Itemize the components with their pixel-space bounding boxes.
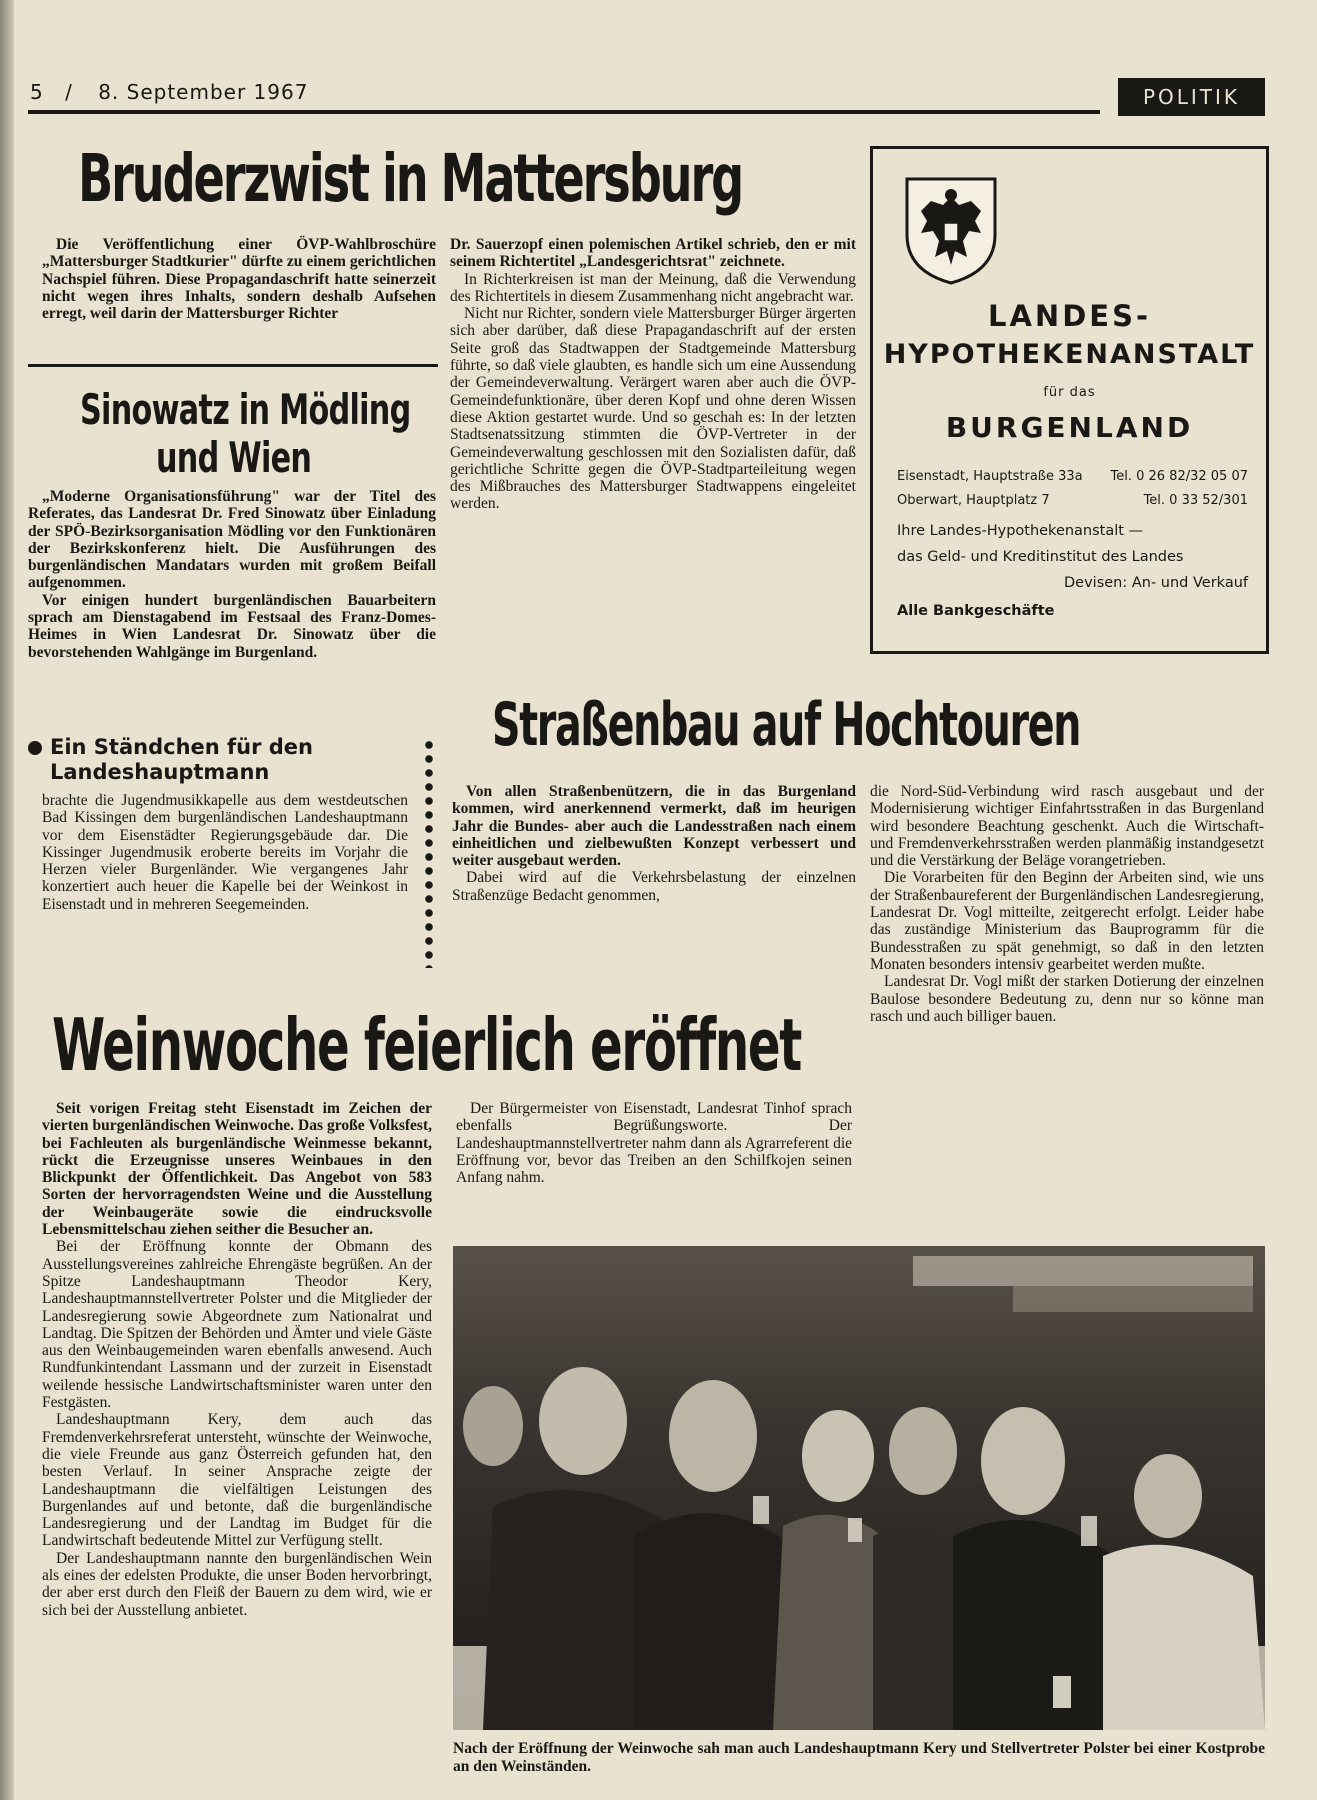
page-separator: / bbox=[65, 80, 73, 104]
weinwoche-col1 bbox=[42, 1100, 432, 1619]
page-gutter-shadow bbox=[0, 0, 14, 1800]
ad-title-1: LANDES- bbox=[988, 299, 1151, 333]
ad-slogan-1: Ihre Landes-Hypothekenanstalt — bbox=[897, 523, 1144, 539]
strassenbau-lead: Von allen Straßenbenützern, die in das Burgenland kommen, wird anerkennend vermerkt, daß im heurigen Jahr die Bundes- aber auch die Landesstraßen nach einem einheitlichen und zielbewußten Konzept verbessert und weiter ausgebaut werden. bbox=[452, 783, 856, 870]
advertisement-box bbox=[870, 146, 1269, 654]
ad-slogan-4: Alle Bankgeschäfte bbox=[897, 603, 1055, 619]
strassenbau-col1 bbox=[452, 783, 856, 904]
mattersburg-lead: Die Veröffentlichung einer ÖVP-Wahlbroschüre „Mattersburger Stadtkurier" dürfte zu einem gerichtlichen Nachspiel führen. Diese Propagandaschrift hatte seinerzeit nicht wegen ihres Inhalts, sondern deshalb Aufsehen erregt, weil darin der Mattersburger Richter bbox=[42, 236, 436, 323]
ad-address-2: Oberwart, Hauptplatz 7 bbox=[897, 493, 1050, 508]
headline-mattersburg: Bruderzwist in Mattersburg bbox=[78, 140, 743, 217]
sinowatz-p1: „Moderne Organisationsführung" war der Titel des Referates, das Landesrat Dr. Fred Sinowatz über Einladung der SPÖ-Bezirksorganisation Mödling vor den Funktionären der Bezirkskonferenz hielt. Die Ausführungen des burgenländischen Mandatars wurden mit großem Beifall aufgenommen. bbox=[28, 488, 436, 592]
headline-sinowatz-1: Sinowatz in Mödling bbox=[80, 385, 411, 434]
sinowatz-body bbox=[28, 488, 436, 661]
ad-address-row-1 bbox=[897, 469, 1248, 484]
photo-caption: Nach der Eröffnung der Weinwoche sah man auch Landeshauptmann Kery und Stellvertreter Polster bei einer Kostprobe an den Weinständen. bbox=[453, 1740, 1265, 1775]
ad-region: BURGENLAND bbox=[945, 411, 1194, 444]
column-rule bbox=[28, 364, 438, 367]
staendchen-body bbox=[42, 792, 408, 913]
staendchen-text: brachte die Jugendmusikkapelle aus dem westdeutschen Bad Kissingen dem burgenländischen Landeshauptmann vor dem Eisenstädter Regierungsgebäude dar. Die Kissinger Jugendmusik eroberte bereits im Vorjahr die Herzen vieler Burgenländer. Wie vergangenes Jahr konzertiert auch heuer die Kapelle bei der Weinkost in Eisenstadt und in mehreren Seegemeinden. bbox=[42, 792, 408, 913]
weinwoche-p2: Landeshauptmann Kery, dem auch das Fremdenverkehrsreferat untersteht, wünschte der Weinwoche, die viele Freunde aus ganz Österreich gefunden hat, den besten Verlauf. In seiner Ansprache zeigte der Landeshauptmann die vielfältigen Leistungen des Burgenlandes auf und betonte, daß die burgenländische Landesregierung und der Landtag im Budget für die Landwirtschaft bedeutende Mittel zur Verfügung stellt. bbox=[42, 1411, 432, 1550]
news-photo bbox=[453, 1246, 1265, 1730]
issue-date: 8. September 1967 bbox=[98, 80, 309, 104]
ad-slogan-2: das Geld- und Kreditinstitut des Landes bbox=[897, 549, 1184, 565]
ad-title-2: HYPOTHEKENANSTALT bbox=[883, 339, 1256, 370]
strassenbau-col2 bbox=[870, 783, 1264, 1025]
mattersburg-col2-p1: Dr. Sauerzopf einen polemischen Artikel schrieb, den er mit seinem Richtertitel „Landesgerichtsrat" zeichnete. bbox=[450, 236, 856, 271]
photo-illustration bbox=[453, 1246, 1265, 1730]
section-label: POLITIK bbox=[1118, 78, 1265, 116]
staendchen-heading-1: Ein Ständchen für den bbox=[50, 735, 314, 759]
staendchen-heading-2: Landeshauptmann bbox=[50, 760, 270, 784]
header-rule bbox=[28, 110, 1100, 114]
ad-address-1: Eisenstadt, Hauptstraße 33a bbox=[897, 469, 1083, 484]
ad-fuer-das: für das bbox=[1043, 385, 1096, 400]
weinwoche-p3: Der Landeshauptmann nannte den burgenländischen Wein als eines der edelsten Produkte, die unser Boden hervorbringt, der aber erst durch den Fleiß der Bauern zu dem wird, wie er sich bei der Ausstellung anbietet. bbox=[42, 1549, 432, 1619]
strassenbau-col2-p1: die Nord-Süd-Verbindung wird rasch ausgebaut und der Modernisierung wichtiger Einfahrtsstraßen in das Burgenland wird besondere Beachtung geschenkt. Auch die Wirtschaft- und Fremdenverkehrsstraßen werden planmäßig instandgesetzt und die Verstärkung der Beläge vorangetrieben. bbox=[870, 783, 1264, 870]
staendchen-heading bbox=[28, 735, 418, 785]
headline-strassenbau: Straßenbau auf Hochtouren bbox=[492, 690, 1081, 760]
ad-address-row-2 bbox=[897, 493, 1248, 508]
weinwoche-lead: Seit vorigen Freitag steht Eisenstadt im Zeichen der vierten burgenländischen Weinwoche. Das große Volksfest, bei Fachleuten als burgenländische Weinmesse bekannt, rückt die Erzeugnisse unseres Weinbaues in den Blickpunkt der Öffentlichkeit. Das Angebot von 583 Sorten der hervorragendsten Weine und die Ausstellung der Weinbaugeräte sowie die eindrucksvolle Lebensmittelschau ziehen seither die Besucher an. bbox=[42, 1100, 432, 1239]
ad-phone-1: Tel. 0 26 82/32 05 07 bbox=[1110, 469, 1248, 484]
weinwoche-col2 bbox=[456, 1100, 852, 1186]
mattersburg-col2-p3: Nicht nur Richter, sondern viele Mattersburger Bürger ärgerten sich aber darüber, daß diese Prapagandaschrift auf der ersten Seite groß das Stadtwappen der Stadtgemeinde Mattersburg führte, so daß viele glaubten, es handle sich um eine Aussendung der Gemeindeverwaltung. Verärgert waren aber auch die ÖVP-Gemeindefunktionäre, über deren Kopf und ohne deren Wissen diese Aktion gestartet wurde. Und so geschah es: In der letzten Stadtsenatssitzung stimmten die ÖVP-Vertreter in der Gemeindeverwaltung geschlossen mit den Sozialisten dafür, daß gerichtliche Schritte gegen die ÖVP-Stadtparteileitung wegen des Mißbrauches des Mattersburger Stadtwappens eingeleitet werden. bbox=[450, 305, 856, 513]
strassenbau-p1: Dabei wird auf die Verkehrsbelastung der einzelnen Straßenzüge Bedacht genommen, bbox=[452, 869, 856, 904]
headline-weinwoche: Weinwoche feierlich eröffnet bbox=[52, 1003, 802, 1087]
ad-slogan-3: Devisen: An- und Verkauf bbox=[1064, 575, 1248, 591]
page-number: 5 bbox=[30, 80, 44, 104]
mattersburg-col1 bbox=[42, 236, 436, 322]
mattersburg-col2-p2: In Richterkreisen ist man der Meinung, daß die Verwendung des Richtertitels in diesem Zusammenhang nicht angebracht war. bbox=[450, 270, 856, 305]
strassenbau-col2-p2: Die Vorarbeiten für den Beginn der Arbeiten sind, wie uns der Straßenbaureferent der Burgenländischen Landesregierung, Landesrat Dr. Vogl mitteilte, zeitgerecht erfolgt. Leider habe das zuständige Ministerium das Bauprogramm für die Bundesstraßen zu spät genehmigt, so daß in den letzten Monaten besonders intensiv gearbeitet werden mußte. bbox=[870, 869, 1264, 973]
ad-phone-2: Tel. 0 33 52/301 bbox=[1143, 493, 1248, 508]
dotted-column-rule bbox=[424, 738, 434, 968]
coat-of-arms-icon bbox=[903, 175, 999, 285]
page-header-date bbox=[30, 80, 308, 104]
bullet-icon bbox=[28, 741, 42, 755]
mattersburg-col2 bbox=[450, 236, 856, 513]
weinwoche-p1: Bei der Eröffnung konnte der Obmann des Ausstellungsvereines zahlreiche Ehrengäste begrüßen. An der Spitze Landeshauptmann Theodor Kery, Landeshauptmannstellvertreter Polster und die Mitglieder der Landesregierung sowie Abgeordnete zum Nationalrat und Landtag. Die Spitzen der Behörden und Ämter und viele Gäste aus den Weinbaugemeinden waren ebenfalls anwesend. Auch Rundfunkintendant Lassmann und der zurzeit in Eisenstadt weilende hessische Landwirtschaftsminister waren unter den Festgästen. bbox=[42, 1238, 432, 1412]
weinwoche-col2-text: Der Bürgermeister von Eisenstadt, Landesrat Tinhof sprach ebenfalls Begrüßungsworte. Der Landeshauptmannstellvertreter nahm dann als Agrarreferent die Eröffnung vor, bevor das Treiben an den Schilfkojen seinen Anfang nahm. bbox=[456, 1100, 852, 1187]
headline-sinowatz-2: und Wien bbox=[156, 433, 312, 482]
sinowatz-p2: Vor einigen hundert burgenländischen Bauarbeitern sprach am Dienstagabend im Festsaal des Franz-Domes-Heimes in Wien Landesrat Dr. Sinowatz über die bevorstehenden Wahlgänge im Burgenland. bbox=[28, 591, 436, 661]
strassenbau-col2-p3: Landesrat Dr. Vogl mißt der starken Dotierung der einzelnen Baulose besondere Bedeutung zu, denn nur so könne man rasch und auch billiger bauen. bbox=[870, 973, 1264, 1025]
